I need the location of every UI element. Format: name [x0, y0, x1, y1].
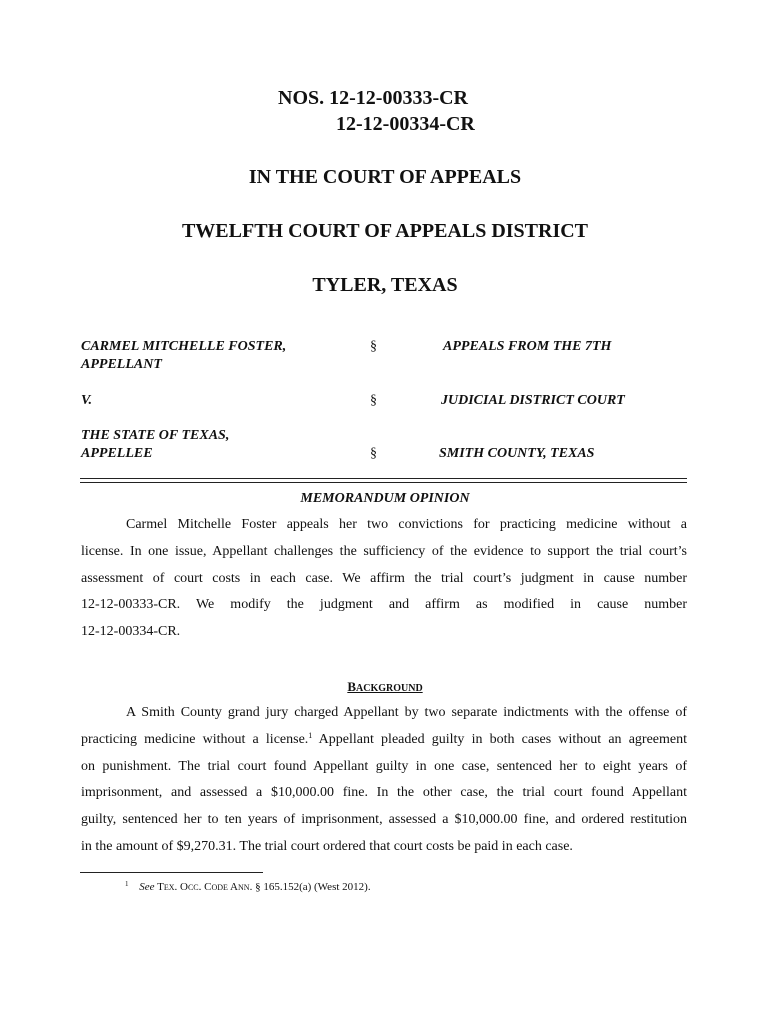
intro-paragraph	[81, 512, 687, 646]
footnote-citation: TEX. OCC. CODE ANN. § 165.152(a) (West 2012).	[157, 881, 371, 893]
section-symbol-3: §	[370, 446, 377, 461]
background-line-pre: practicing medicine without a license.	[81, 731, 309, 747]
footnote	[125, 881, 371, 893]
background-line: on punishment. The trial court found Appellant guilty in one case, sentenced her to eight years of	[81, 758, 687, 774]
caption-rule-top	[80, 478, 687, 479]
appellant-name: CARMEL MITCHELLE FOSTER,	[81, 339, 287, 354]
background-line: A Smith County grand jury charged Appellant by two separate indictments with the offense of	[126, 705, 687, 720]
section-symbol-1: §	[370, 339, 377, 354]
district-name: TWELFTH COURT OF APPEALS DISTRICT	[181, 220, 589, 242]
background-heading-rest: ACKGROUND	[356, 683, 423, 694]
background-heading-initial: B	[347, 679, 356, 694]
footnote-separator	[80, 872, 263, 873]
footnote-see: See	[139, 881, 155, 893]
appellee-name: THE STATE OF TEXAS,	[81, 428, 230, 443]
opinion-title: MEMORANDUM OPINION	[300, 491, 470, 506]
background-line-post: Appellant pleaded guilty in both cases without an agreement	[312, 731, 687, 747]
background-line	[81, 727, 687, 754]
intro-line: license. In one issue, Appellant challenges the sufficiency of the evidence to support the trial court’s	[81, 543, 687, 559]
background-paragraph	[81, 700, 687, 861]
appeal-source-1: APPEALS FROM THE 7TH	[443, 339, 612, 354]
court-name: IN THE COURT OF APPEALS	[248, 166, 522, 188]
footnote-reference[interactable]: 1	[308, 730, 313, 740]
caption-rule-bottom	[80, 482, 687, 483]
background-line: in the amount of $9,270.31. The trial court ordered that court costs be paid in each case.	[81, 838, 573, 854]
intro-line: Carmel Mitchelle Foster appeals her two convictions for practicing medicine without a	[126, 517, 687, 532]
background-line: imprisonment, and assessed a $10,000.00 fine. In the other case, the trial court found Appellant	[81, 785, 687, 801]
intro-line: 12-12-00333-CR. We modify the judgment and affirm as modified in cause number	[81, 597, 687, 613]
intro-line: 12-12-00334-CR.	[81, 624, 181, 640]
section-symbol-2: §	[370, 393, 377, 408]
appellant-label: APPELLANT	[81, 357, 162, 372]
docket-number-2: 12-12-00334-CR	[336, 113, 475, 135]
intro-line: assessment of court costs in each case. We affirm the trial court’s judgment in cause number	[81, 570, 687, 586]
background-line: guilty, sentenced her to ten years of imprisonment, assessed a $10,000.00 fine, and ordered restitution	[81, 812, 687, 828]
docket-number-1: NOS. 12-12-00333-CR	[278, 87, 468, 109]
appellee-label: APPELLEE	[81, 446, 153, 461]
city-name: TYLER, TEXAS	[312, 274, 458, 296]
background-heading	[0, 678, 770, 696]
versus-label: V.	[81, 393, 93, 408]
appeal-source-2: JUDICIAL DISTRICT COURT	[441, 393, 625, 408]
footnote-number: 1	[125, 880, 129, 888]
appeal-source-3: SMITH COUNTY, TEXAS	[439, 446, 595, 461]
